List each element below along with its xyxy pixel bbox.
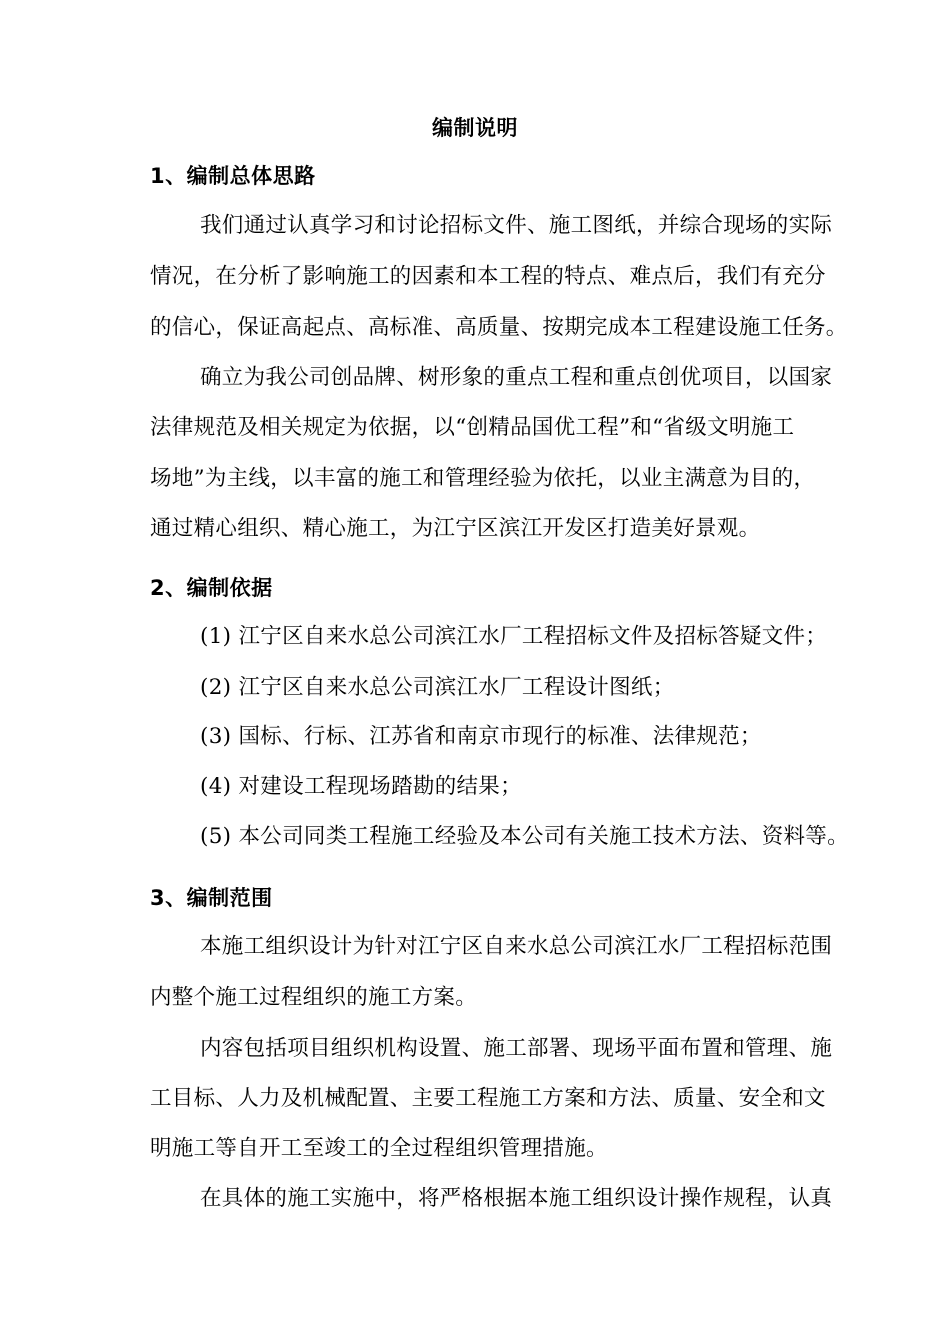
paragraph-line: 内容包括项目组织机构设置、施工部署、现场平面布置和管理、施 [200, 1036, 833, 1061]
list-item: (1) 江宁区自来水总公司滨江水厂工程招标文件及招标答疑文件； [200, 624, 828, 649]
list-item: (2) 江宁区自来水总公司滨江水厂工程设计图纸； [200, 675, 675, 700]
paragraph-line: 确立为我公司创品牌、树形象的重点工程和重点创优项目，以国家 [200, 365, 833, 390]
paragraph-line: 法律规范及相关规定为依据，以“创精品国优工程”和“省级文明施工 [150, 415, 795, 440]
section-heading-3: 3、编制范围 [150, 886, 273, 910]
paragraph-line: 场地”为主线，以丰富的施工和管理经验为依托，以业主满意为目的， [150, 466, 816, 491]
paragraph-line: 我们通过认真学习和讨论招标文件、施工图纸，并综合现场的实际 [200, 213, 833, 238]
paragraph-line: 通过精心组织、精心施工，为江宁区滨江开发区打造美好景观。 [150, 516, 761, 541]
paragraph-line: 的信心，保证高起点、高标准、高质量、按期完成本工程建设施工任务。 [150, 315, 848, 340]
section-heading-1: 1、编制总体思路 [150, 164, 316, 188]
list-item: (4) 对建设工程现场踏勘的结果； [200, 774, 522, 799]
list-item: (5) 本公司同类工程施工经验及本公司有关施工技术方法、资料等。 [200, 824, 849, 849]
paragraph-line: 内整个施工过程组织的施工方案。 [150, 985, 478, 1010]
paragraph-line: 明施工等自开工至竣工的全过程组织管理措施。 [150, 1136, 608, 1161]
paragraph-line: 在具体的施工实施中，将严格根据本施工组织设计操作规程，认真 [200, 1186, 833, 1211]
section-heading-2: 2、编制依据 [150, 576, 273, 600]
document-title: 编制说明 [432, 116, 518, 140]
list-item: (3) 国标、行标、江苏省和南京市现行的标准、法律规范； [200, 724, 762, 749]
paragraph-line: 情况，在分析了影响施工的因素和本工程的特点、难点后，我们有充分 [150, 264, 826, 289]
paragraph-line: 本施工组织设计为针对江宁区自来水总公司滨江水厂工程招标范围 [200, 934, 833, 959]
paragraph-line: 工目标、人力及机械配置、主要工程施工方案和方法、质量、安全和文 [150, 1086, 826, 1111]
